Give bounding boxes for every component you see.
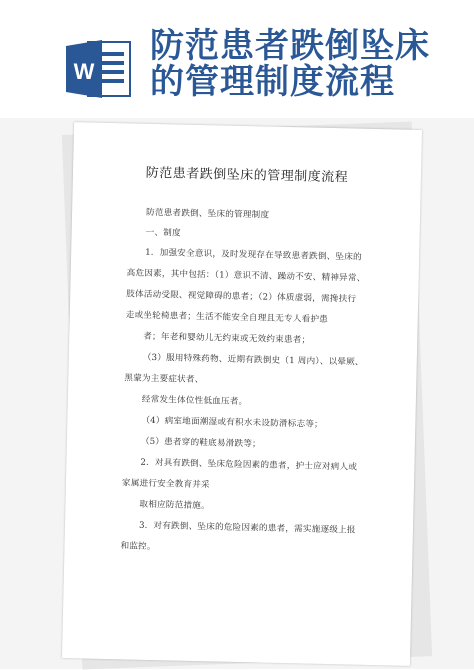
banner-title: 防范患者跌倒坠床的管理制度流程 [150, 26, 430, 102]
doc-line: （4）病室地面潮湿或有积水未设防滑标志等； [141, 415, 323, 430]
doc-line: 黑蒙为主要症状者、 [124, 373, 204, 386]
doc-line: 防范患者跌倒、坠床的管理制度 [145, 207, 270, 221]
document-title: 防范患者跌倒坠床的管理制度流程 [145, 165, 349, 186]
doc-line: 者；年老和婴幼儿无约束或无效约束患者； [143, 331, 311, 346]
doc-line: 1．加强安全意识，及时发现存在导致患者跌倒、坠床的 [145, 247, 362, 263]
doc-line: 2．对具有跌倒、坠床危险因素的患者，护士应对病人或 [140, 457, 358, 473]
doc-line: 家属进行安全教育并采 [121, 478, 210, 491]
svg-text:W: W [73, 59, 95, 84]
doc-line: 3．对有跌倒、坠床的危险因素的患者，需实施逐级上报 [138, 520, 356, 536]
word-icon [66, 38, 132, 100]
document-page [62, 122, 422, 666]
doc-line: 肢体活动受限、视觉障碍的患者；（2）体质虚弱，需搀扶行 [126, 289, 357, 305]
doc-line: 高危因素，其中包括：（1）意识不清、躁动不安、精神异常、 [126, 268, 366, 284]
doc-line: （5）患者穿的鞋底易滑跌等； [140, 436, 261, 450]
doc-line: 经常发生体位性低血压者。 [141, 394, 248, 408]
doc-line: 和监控。 [120, 541, 156, 553]
doc-line: （3）服用特殊药物、近期有跌倒史（1 周内）、以晕厥、 [142, 352, 364, 368]
doc-line: 取相应防范措施。 [139, 499, 210, 512]
doc-line: 一、制度 [145, 227, 181, 239]
doc-line: 走或坐轮椅患者；生活不能安全自理且无专人看护患 [125, 310, 329, 325]
banner [0, 0, 474, 118]
